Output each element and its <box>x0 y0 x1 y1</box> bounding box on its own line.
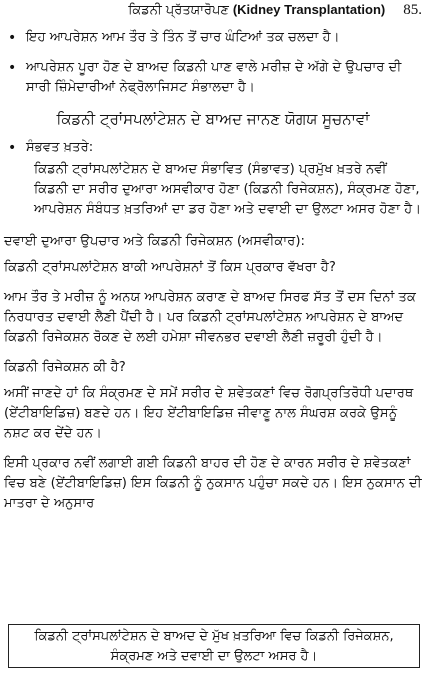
bullet-dot: • <box>8 140 17 156</box>
bullet-text: ਇਹ ਆਪਰੇਸ਼ਨ ਆਮ ਤੌਰ ਤੇ ਤਿੰਨ ਤੋਂ ਚਾਰ ਘੰਟਿਆਂ ਤਕ ਚਲਦਾ ਹੈ। <box>26 30 340 45</box>
bullet-dot: • <box>8 30 17 46</box>
risk-text: ਕਿਡਨੀ ਟ੍ਰਾਂਸਪਲਾਂਟੇਸ਼ਨ ਦੇ ਬਾਅਦ ਸੰਭਾਵਿਤ (ਸੰਭਾਵਤ) ਪ੍ਰਮੁੱਖ ਖ਼ਤਰੇ ਨਵੀਂ ਕਿਡਨੀ ਦਾ ਸਰੀਰ ਦੁਆਰਾ ਅਸਵੀਕਾਰ ਹੋਣਾ (ਕਿਡਨੀ ਰਿਜੇਕਸ਼ਨ), ਸੰਕ੍ਰਮਣ ਹੋਣਾ, ਆਪਰੇਸ਼ਨ ਸੰਬੰਧਤ ਖ਼ਤਰਿਆਂ ਦਾ ਡਰ ਹੋਣਾ ਅਤੇ ਦਵਾਈ ਦਾ ਉਲਟਾ ਅਸਰ ਹੋਣਾ ਹੈ। <box>34 162 422 217</box>
risk-bullet <box>4 138 422 158</box>
page-number: 85. <box>403 2 422 18</box>
summary-box: ਕਿਡਨੀ ਟ੍ਰਾਂਸਪਲਾਂਟੇਸ਼ਨ ਦੇ ਬਾਅਦ ਦੇ ਮੁੱਖ ਖ਼ਤਰਿਆ ਵਿਚ ਕਿਡਨੀ ਰਿਜੇਕਸ਼ਨ, ਸੰਕ੍ਰਮਣ ਅਤੇ ਦਵਾਈ ਦਾ ਉਲਟਾ ਅਸਰ ਹੈ। <box>8 624 420 668</box>
section-heading: ਕਿਡਨੀ ਟ੍ਰਾਂਸਪਲਾਂਟੇਸ਼ਨ ਦੇ ਬਾਅਦ ਜਾਨਣ ਯੋਗਯ ਸੂਚਨਾਵਾਂ <box>56 110 370 128</box>
paragraph-damage: ਇਸੀ ਪ੍ਰਕਾਰ ਨਵੀਂ ਲਗਾਈ ਗਈ ਕਿਡਨੀ ਬਾਹਰ ਦੀ ਹੋਣ ਦੇ ਕਾਰਨ ਸਰੀਰ ਦੇ ਸ਼ਵੇਤਕਣਾਂ ਵਿਚ ਬਣੇ (ਏਂਟੀਬਾਇਡਿਜ਼) ਇਸ ਕਿਡਨੀ ਨੂੰ ਨੁਕਸਾਨ ਪਹੁੰਚਾ ਸਕਦੇ ਹਨ। ਇਸ ਨੁਕਸਾਨ ਦੀ ਮਾਤਰਾ ਦੇ ਅਨੁਸਾਰ <box>4 456 422 511</box>
paragraph-antibodies: ਅਸੀਂ ਜਾਣਦੇ ਹਾਂ ਕਿ ਸੰਕ੍ਰਮਣ ਦੇ ਸਮੇਂ ਸਰੀਰ ਦੇ ਸ਼ਵੇਤਕਣਾਂ ਵਿਚ ਰੋਗਪ੍ਰਤਿਰੋਧੀ ਪਦਾਰਥ (ਏਂਟੀਬਾਇਡਿਜ਼) ਬਣਦੇ ਹਨ। ਇਹ ਏਂਟੀਬਾਇਡਿਜ਼ ਜੀਵਾਣੂ ਨਾਲ ਸੰਘਰਸ਼ ਕਰਕੇ ਉਸਨੂੰ ਨਸ਼ਟ ਕਰ ਦੇਂਦੇ ਹਨ। <box>4 386 414 441</box>
bullet-item <box>4 28 422 48</box>
page-content <box>4 28 422 524</box>
question-rejection: ਕਿਡਨੀ ਰਿਜੇਕਸ਼ਨ ਕੀ ਹੈ? <box>4 360 126 375</box>
header-title-punjabi: ਕਿਡਨੀ ਪ੍ਰੱਤਯਾਰੋਪਣ <box>128 3 229 18</box>
bullet-text: ਆਪਰੇਸ਼ਨ ਪੂਰਾ ਹੋਣ ਦੇ ਬਾਅਦ ਕਿਡਨੀ ਪਾਣ ਵਾਲੇ ਮਰੀਜ਼ ਦੇ ਅੱਗੇ ਦੇ ਉਪਚਾਰ ਦੀ ਸਾਰੀ ਜ਼ਿੰਮੇਦਾਰੀਆਂ ਨੇਫ੍ਰੋਲਾਜਿਸਟ ਸੰਭਾਲਦਾ ਹੈ। <box>26 60 402 95</box>
risk-label: ਸੰਭਵਤ ਖ਼ਤਰੇ: <box>26 140 94 155</box>
subheading-treatment: ਦਵਾਈ ਦੁਆਰਾ ਉਪਚਾਰ ਅਤੇ ਕਿਡਨੀ ਰਿਜੇਕਸ਼ਨ (ਅਸਵੀਕਾਰ): <box>4 234 305 249</box>
paragraph-medication: ਆਮ ਤੌਰ ਤੇ ਮਰੀਜ਼ ਨੂੰ ਅਨਯ ਆਪਰੇਸ਼ਨ ਕਰਾਣ ਦੇ ਬਾਅਦ ਸਿਰਫ ਸੱਤ ਤੋਂ ਦਸ ਦਿਨਾਂ ਤਕ ਨਿਰਧਾਰਤ ਦਵਾਈ ਲੈਣੀ ਪੈਂਦੀ ਹੈ। ਪਰ ਕਿਡਨੀ ਟ੍ਰਾਂਸਪਲਾਂਟੇਸ਼ਨ ਆਪਰੇਸ਼ਨ ਦੇ ਬਾਅਦ ਕਿਡਨੀ ਰਿਜੇਕਸ਼ਨ ਰੋਕਣ ਦੇ ਲਈ ਹਮੇਸ਼ਾ ਜੀਵਨਭਰ ਦਵਾਈ ਲੈਣੀ ਜ਼ਰੂਰੀ ਹੁੰਦੀ ਹੈ। <box>4 290 416 345</box>
bullet-dot: • <box>8 60 17 76</box>
bullet-item <box>4 58 422 98</box>
header-title-english: (Kidney Transplantation) <box>232 2 386 17</box>
question-difference: ਕਿਡਨੀ ਟ੍ਰਾਂਸਪਲਾਂਟੇਸ਼ਨ ਬਾਕੀ ਆਪਰੇਸ਼ਨਾਂ ਤੋਂ ਕਿਸ ਪ੍ਰਕਾਰ ਵੱਖਰਾ ਹੈ? <box>4 260 336 275</box>
running-header <box>0 2 422 22</box>
